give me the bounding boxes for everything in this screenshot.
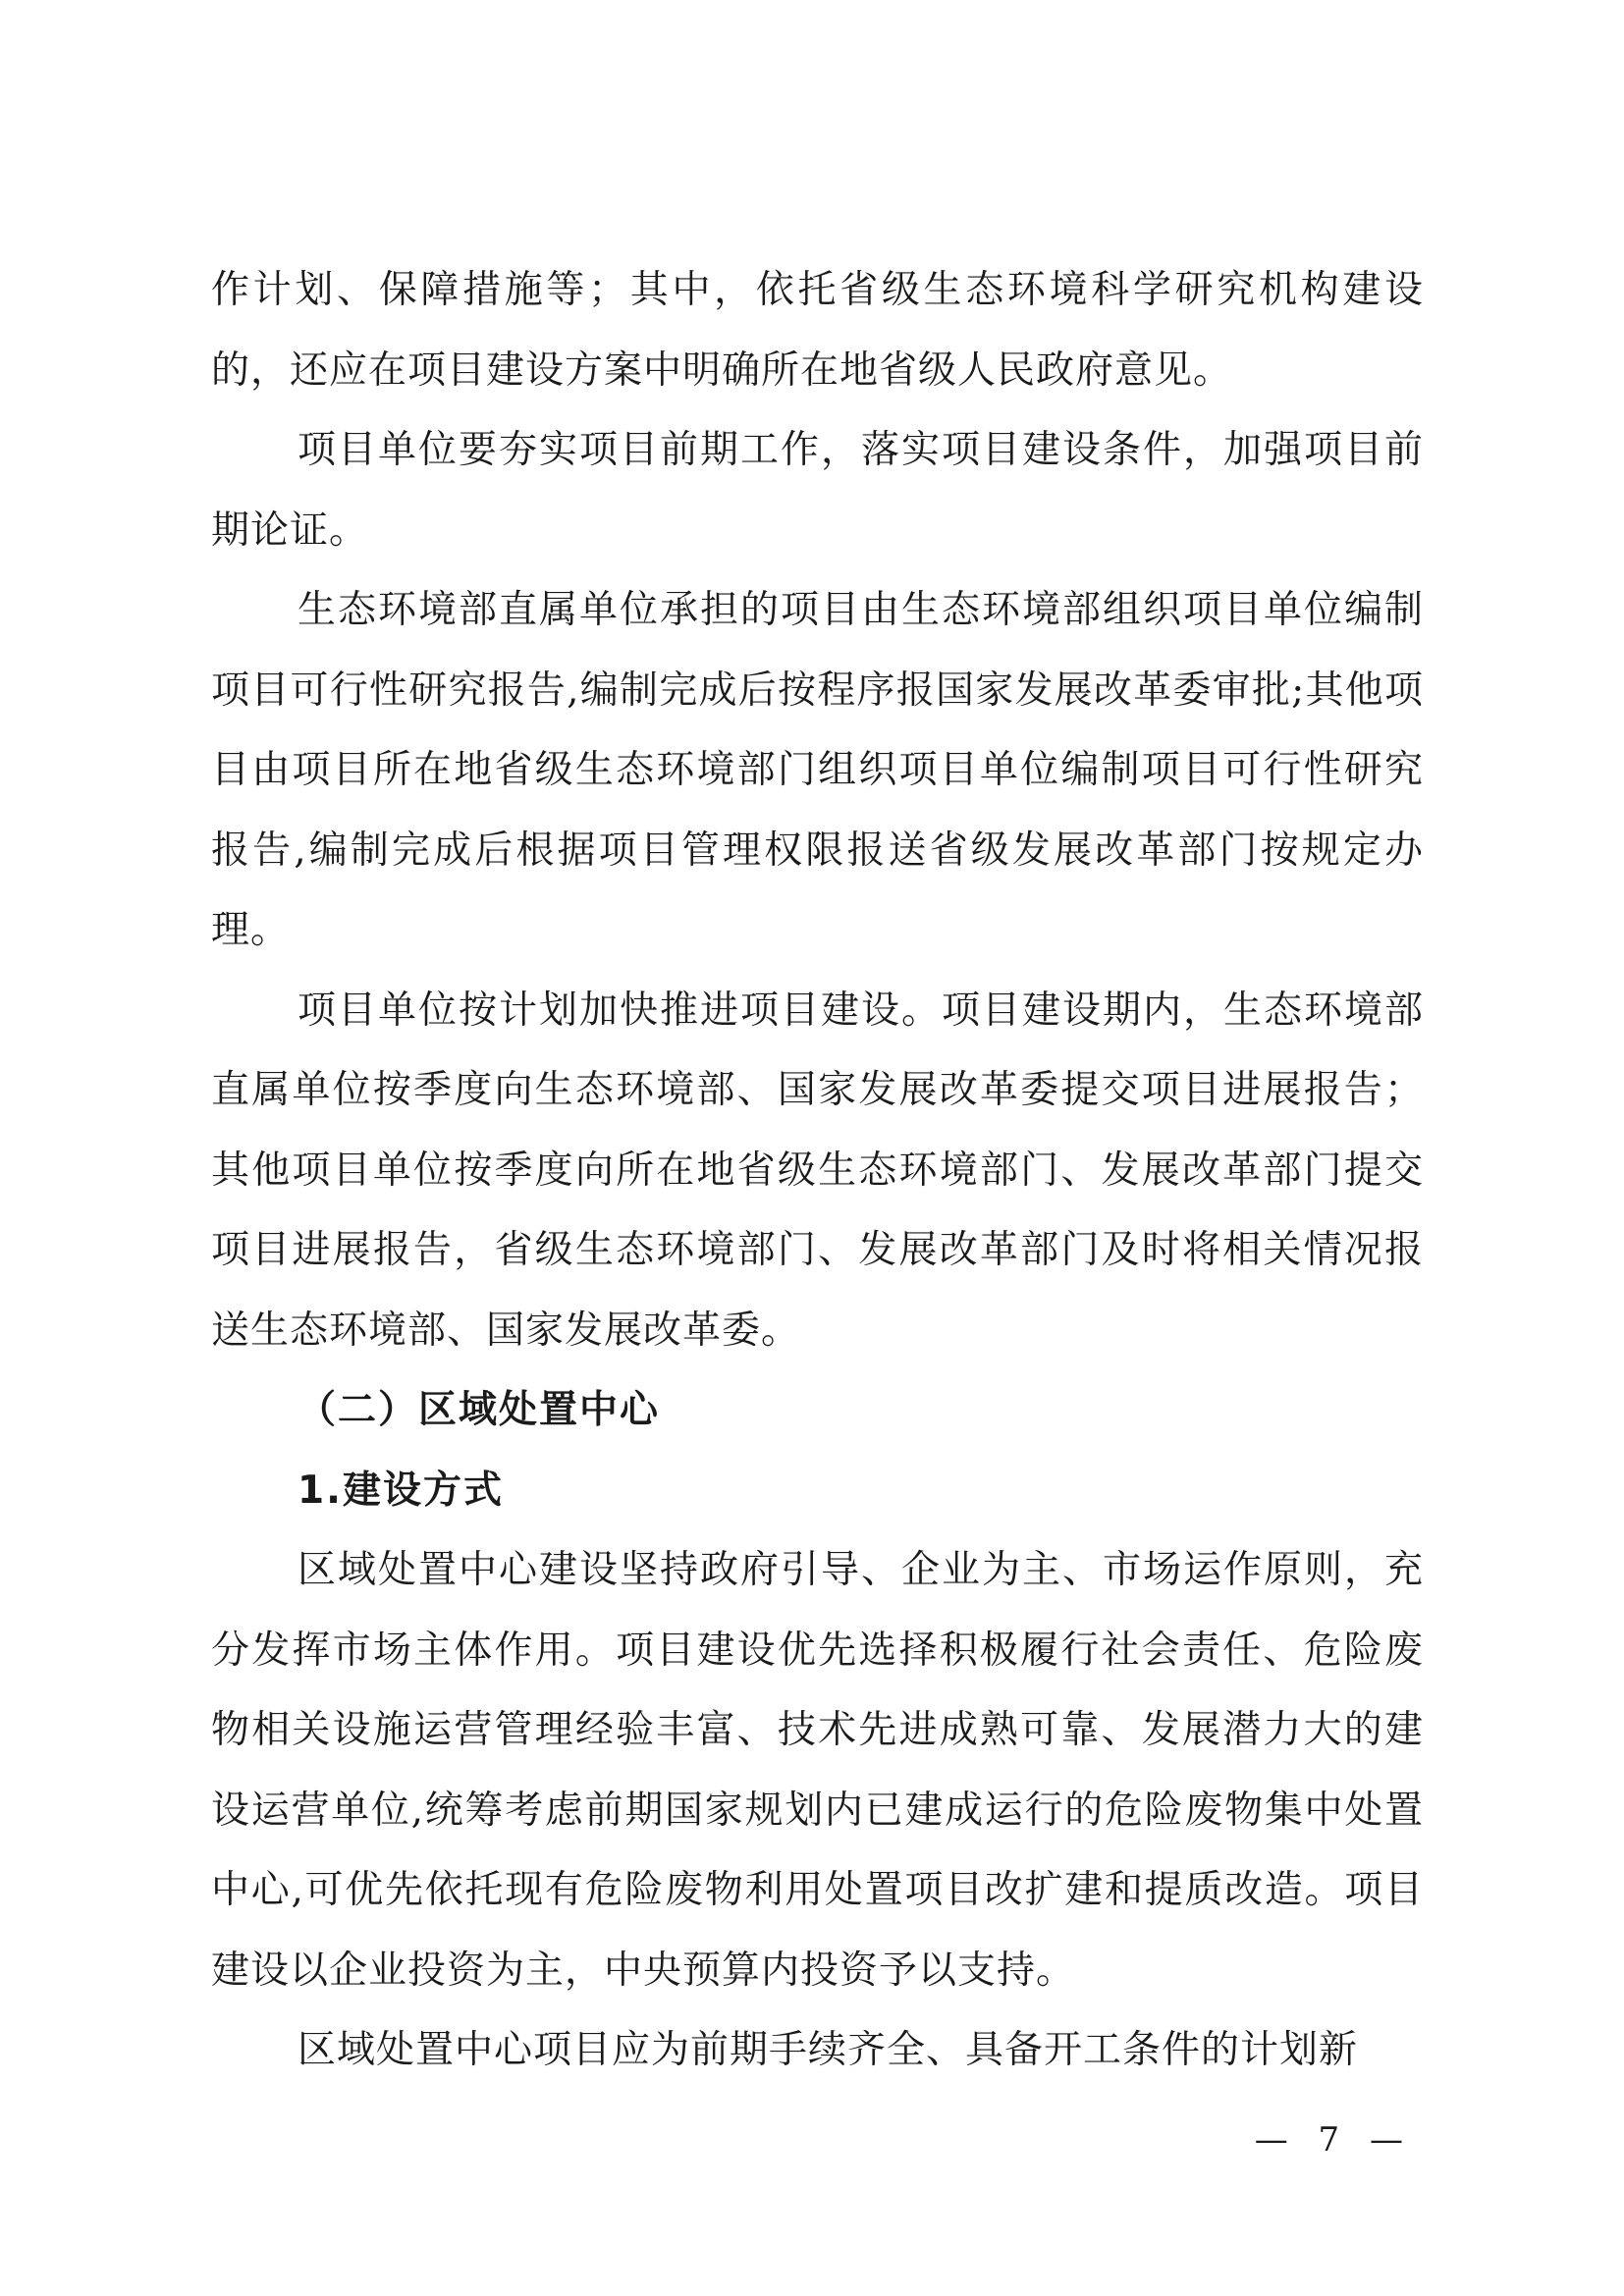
paragraph-preliminary-work: 项目单位要夯实项目前期工作，落实项目建设条件，加强项目前期论证。: [211, 428, 1424, 553]
section-heading: （二）区域处置中心: [298, 1388, 661, 1432]
paragraph-continuation: 作计划、保障措施等；其中，依托省级生态环境科学研究机构建设的，还应在项目建设方案中明确所在地省级人民政府意见。: [211, 268, 1424, 393]
body-text: [211, 250, 1424, 2091]
paragraph-project-requirements: 区域处置中心项目应为前期手续齐全、具备开工条件的计划新: [298, 2028, 1359, 2072]
subsection-heading: 1.建设方式: [298, 1468, 504, 1513]
paragraph-feasibility-report: 生态环境部直属单位承担的项目由生态环境部组织项目单位编制项目可行性研究报告,编制完成后按程序报国家发展改革委审批;其他项目由项目所在地省级生态环境部门组织项目单位编制项目可行性研究报告,编制完成后根据项目管理权限报送省级发展改革部门按规定办理。: [211, 588, 1424, 952]
page-number: — 7 —: [1254, 2120, 1413, 2160]
paragraph-construction-mode: 区域处置中心建设坚持政府引导、企业为主、市场运作原则，充分发挥市场主体作用。项目建设优先选择积极履行社会责任、危险废物相关设施运营管理经验丰富、技术先进成熟可靠、发展潜力大的建设运营单位,统筹考虑前期国家规划内已建成运行的危险废物集中处置中心,可优先依托现有危险废物利用处置项目改扩建和提质改造。项目建设以企业投资为主，中央预算内投资予以支持。: [211, 1548, 1424, 1993]
paragraph-progress-report: 项目单位按计划加快推进项目建设。项目建设期内，生态环境部直属单位按季度向生态环境部、国家发展改革委提交项目进展报告；其他项目单位按季度向所在地省级生态环境部门、发展改革部门提交项目进展报告，省级生态环境部门、发展改革部门及时将相关情况报送生态环境部、国家发展改革委。: [211, 988, 1424, 1353]
